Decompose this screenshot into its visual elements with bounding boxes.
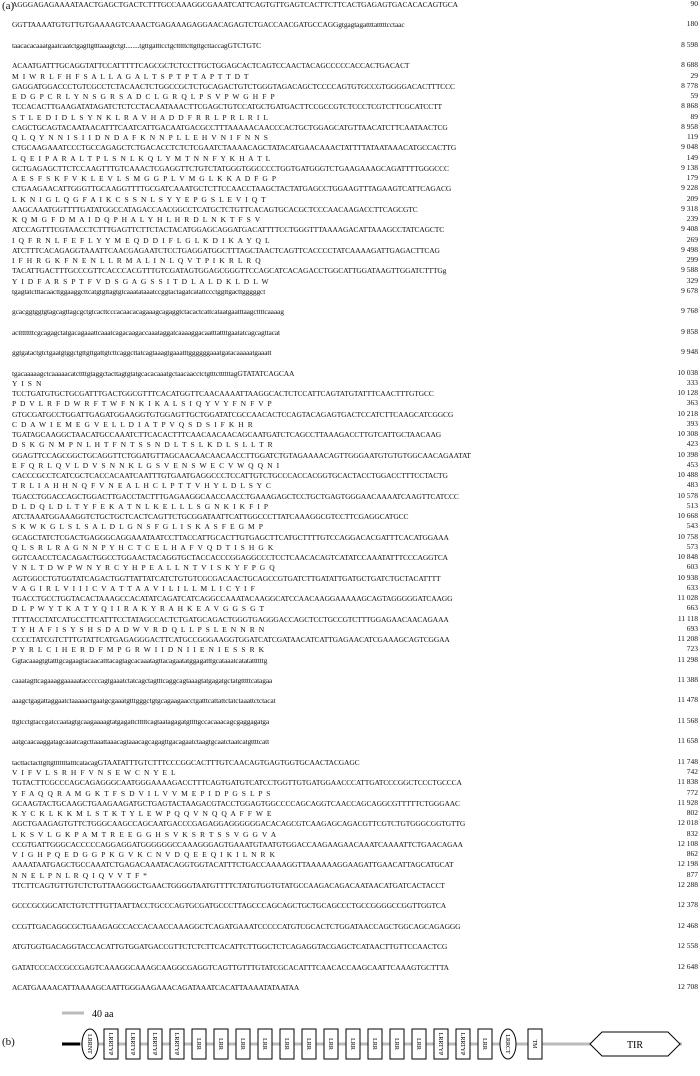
- aa-line: V I F V L S R H F V N S E W C N Y E L: [12, 768, 176, 778]
- nt-position: 12 468: [677, 920, 698, 930]
- sequence-block: [12, 492, 698, 512]
- aa-position: 423: [686, 439, 698, 449]
- domain-lrrtyp: [434, 1029, 448, 1059]
- dna-line: tacttactacttgttgtttttttatttcatacagGTAATATTTGTCTTTCCCGGCACTTTGTCAACAGTGAGTGGTGCAACTACGAGC: [12, 757, 360, 767]
- dna-line: GCCCGCGGCATCTGTCTTTGTTAATTACCTGCCCAGTGCGATGCCCTTAGCCCAGCAGCTGCTGCAGCCCTGCCGGGGCCGGTTGGTCA: [12, 901, 447, 911]
- aa-line: [12, 686, 667, 696]
- sequence-block: [12, 61, 698, 81]
- dna-line: ACAATGATTTGCAGGTATTCCATTTTTCAGCGCTCTCCTTGCTGGAGCACTCAGTCCAACTACAGCCCCCACCACTGACACT: [12, 61, 410, 71]
- dna-line: GCTGAGAGCTTCTCCAAGTTTGTCAAACTCGAGGTTCTGTCTATGGGTGGCCCCTGGTGATGGGTCTGAAGAAAGCAGATTTTGGGCCC: [12, 163, 449, 173]
- sequence-block: [12, 41, 698, 61]
- dna-line: GGTCAACCTCACAGACTGGCCTGGAACTACAGGTGCTACCACCCGGAGGCCCTCCTCAACACAGTCATATCCAAATATTTCCCAGGTCA: [12, 553, 448, 563]
- sequence-block: [12, 778, 698, 798]
- sequence-block: [12, 266, 698, 286]
- aa-line: [12, 891, 667, 901]
- aa-position: 239: [686, 214, 698, 224]
- sequence-block: [12, 307, 698, 327]
- domain-label: LRRTYP: [129, 1032, 135, 1056]
- dna-line: TGACCTGCCTGGTACACTAAAGCCACATATCAGATCATCAGGCCAAATACAAGGCATCCAACAAGGAAAAAGCAGTAGGGGGATCAAGG: [12, 594, 453, 604]
- sequence-block: [12, 901, 698, 921]
- dna-line: AGCTGAAGAGTGTTCTGGGCAAGCCAGCAATGACCCGAGAGGAGGGGGGACACAGCGTCAAGAGCAGACGTTCGTCTGTGGGCGGTGTTG: [12, 819, 466, 829]
- nt-position: 12 378: [677, 900, 698, 910]
- sequence-block: [12, 512, 698, 532]
- aa-line: D L P W Y T K A T Y Q I I R A K Y R A H K E A V G G S G T: [12, 604, 265, 614]
- nt-position: 9 318: [681, 203, 698, 213]
- nt-position: 10 128: [677, 388, 698, 398]
- domain-diagram: [0, 1008, 700, 1071]
- nt-position: 9 408: [681, 224, 698, 234]
- domain-lrr: [258, 1029, 272, 1059]
- aa-line: [12, 297, 667, 307]
- domain-label: LRRTYP: [437, 1032, 443, 1056]
- sequence-block: [12, 348, 698, 368]
- domain-label: LRR: [327, 1038, 333, 1050]
- scale-label: 40 aa: [92, 1009, 114, 1020]
- dna-line: AGGGAGAGAAAATAACTGAGCTGACTCTTTGCCAAAGGCGAAATCATTCAGTGTTGAGTCACTTCTTCACTGAGAGTGACACACAGTGCA: [12, 0, 458, 9]
- sequence-block: [12, 287, 698, 307]
- domain-lrr: [236, 1029, 250, 1059]
- nt-position: 9 228: [681, 183, 698, 193]
- nt-position: 90: [690, 0, 698, 8]
- sequence-block: [12, 82, 698, 102]
- sequence-block: [12, 328, 698, 348]
- nt-position: 11 118: [677, 613, 698, 623]
- nt-position: 12 108: [677, 838, 698, 848]
- sequence-block: [12, 369, 698, 389]
- nt-position: 10 308: [677, 429, 698, 439]
- nt-position: 10 398: [677, 449, 698, 459]
- aa-line: I F H R G K F N E N L L R M A L I N L Q V T P I K R L R Q: [12, 256, 261, 266]
- aa-line: S K W K G L S L S A L D L G N S F G L I S K A S F E G M P: [12, 522, 264, 532]
- dna-line: TGACCTGGACCAGCTGGACTTGACCTACTTTGAGAAGGCAACCAACCTGAAAGAGCTCCTGCTGAGTGGGAACAAAATCAAGTTCATCCC: [12, 491, 459, 501]
- nt-position: 11 478: [677, 695, 698, 705]
- aa-line: [12, 748, 667, 758]
- dna-line: ggtgatactgtctgaatgtggctgttgttgattgtcttcaggcttatcagtaaagtgaaatttggggggaaatgatacaaaaatgaaatt: [12, 348, 272, 358]
- aa-line: S T L E D I D L S Y N K L R A V H A D D F R R L P R L R I L: [12, 112, 269, 122]
- aa-line: E D G P C R L Y N S G R S A D C L G R Q L P S V P W G H F P: [12, 92, 275, 102]
- aa-position: 742: [686, 767, 698, 777]
- dna-line: taacacacaaatgaatcaatctgagttgtttaaagtctgt........tgttgatttcctgctttttcttgttgcttaccagGTCTGTC: [12, 40, 262, 50]
- aa-position: 299: [686, 255, 698, 265]
- aa-line: [12, 912, 667, 922]
- aa-line: Q L Q Y N N I S I I D N D A F K N N P L L E H V N I F N N S: [12, 133, 269, 143]
- nt-position: 12 558: [677, 941, 698, 951]
- sequence-block: [12, 184, 698, 204]
- sequence-block: [12, 676, 698, 696]
- sequence-block: [12, 819, 698, 839]
- nt-position: 10 488: [677, 470, 698, 480]
- sequence-block: [12, 574, 698, 594]
- sequence-block: [12, 143, 698, 163]
- sequence-block: [12, 799, 698, 819]
- domain-lrrtyp: [170, 1029, 184, 1059]
- panel-a-label: (a): [2, 0, 15, 12]
- aa-line: K Q M G F D M A I D Q P H A L Y H L H R D L N K T F S V: [12, 215, 261, 225]
- dna-line: TACATTGACTTTGCCCGTTCACCCACGTTTGTCGATAGTGGAGCGGGTTCCAGCATCACAGACCTGGCATTGGATAAGTTGGATCTTTGg: [12, 266, 447, 276]
- dna-line: GCAAGTACTGCAAGCTGAAGAAGATGCTGAGTACTAAGACGTACCTGGAGTGGCCCCAGCAGGTCAACCAGCAGGCGTTTTTCTGGGAAC: [12, 798, 460, 808]
- dna-line: TGATAGCAAGGCTAACATGCCAAATCTTCACACTTTCAACAACAACAGCAATGATCTCAGCCTTAAAGACCTTGTCATTGCTAACAAG: [12, 430, 441, 440]
- domain-lrr: [368, 1029, 382, 1059]
- nt-position: 10 758: [677, 531, 698, 541]
- dna-line: CACCCGCCTCATCGCTCACCACAATCAATTTGTGAATGAGGCCCTCCATTGTCTGCCCACCACGGTGCACTACCTGGACCTTTCCTACTG: [12, 471, 448, 481]
- aa-line: E F Q R L Q V L D V S N N K L G S V E N S W E C V W Q Q N I: [12, 460, 280, 470]
- domain-label: LRR: [371, 1038, 377, 1050]
- aa-line: Q L S R L R A G N N P Y H C T C E L H A F V Q D T I S H G K: [12, 542, 274, 552]
- dna-line: GGAGTTCCAGCGGCTGCAGGTTCTGGATGTTAGCAACAACAACAACCTTGGATCTGTAGAAAACAGTTGGGAATGTGTGTGGCAACAGAATAT: [12, 450, 471, 460]
- dna-line: CCCCTATCGTCTTTGTATTCATGAGAGGGACTTCATGCCGGGAAGGTGGATCATCGATAACATCATTGAGAACATCGAAAGCAGTCGGAA: [12, 635, 450, 645]
- sequence-block: [12, 737, 698, 757]
- aa-line: L K S V L G K P A M T R E E G G H S V K S R T S S V G G V A: [12, 829, 277, 839]
- domain-label: LRR: [261, 1038, 267, 1050]
- dna-line: ttgtcctgtaccgatccaatagtgcaagaaaagtatgagattctttttcagtaatagagatgttttgccacaaacagcgaggagatga: [12, 716, 270, 726]
- aa-line: V N L T D W P W N Y R C Y H P E A L L N T V I S K Y F P G Q: [12, 563, 275, 573]
- domain-label: LRR: [393, 1038, 399, 1050]
- dna-line: CTGCAAGAAATCCCTGCCAGAGCTCTGACACCTCTCTCGAATCTAAAACAGCTATACATGAACAAACTATTTTATAATAAACATGCCACTTG: [12, 143, 457, 153]
- dna-line: tgagtatctttacaacttggaaggcttcatgtgttagtgtcaaatataaatccggtactagatcatattccctggttgacttgggggct: [12, 286, 266, 296]
- aa-line: P Y R L C I H E R D F M P G R W I I D N I I E N I E S S R K: [12, 645, 265, 655]
- dna-line: aaagctgagattaggaatctaaaaactgaatgcgaaatgtttgggctgtgcagaagaacctgatttcattattctatctaaattctctacat: [12, 696, 276, 706]
- sequence-alignment: [12, 0, 698, 1005]
- sequence-block: [12, 164, 698, 184]
- aa-position: 393: [686, 418, 698, 428]
- nt-position: 8 868: [681, 101, 698, 111]
- aa-line: C D A W I E M E G V E L L D I A T P V Q S D S I F K H R: [12, 419, 253, 429]
- aa-line: M I W R L F H F S A L L A G A L T S P T P T A P T T D T: [12, 71, 249, 81]
- domain-lrr: [324, 1029, 338, 1059]
- domain-label: LRR: [305, 1038, 311, 1050]
- nt-position: 9 138: [681, 162, 698, 172]
- nt-position: 9 858: [681, 326, 698, 336]
- aa-line: T Y H A F I S Y S H S D A D W V R D Q L L P S L E N N R N: [12, 624, 265, 634]
- domain-tir: [590, 1032, 680, 1056]
- domain-lrrnt: [82, 1029, 98, 1059]
- domain-lrr: [192, 1029, 206, 1059]
- sequence-block: [12, 594, 698, 614]
- sequence-block: [12, 922, 698, 942]
- domain-label: TIR: [626, 1040, 644, 1051]
- aa-position: 877: [686, 869, 698, 879]
- sequence-block: [12, 881, 698, 901]
- aa-position: 603: [686, 562, 698, 572]
- aa-line: [12, 51, 667, 61]
- aa-position: 59: [690, 91, 698, 101]
- dna-line: GCAGCTATCTCGACTGAGGGCAGGAAATAATCCTTACCATTGCACTTGTGAGCTTCATGCTTTTGTCCAGGACACGATTTCACATGGAAA: [12, 532, 449, 542]
- nt-position: 11 658: [677, 736, 698, 746]
- dna-line: tgacaaaaagctcaaaaacatcttttgtaggctacttagtgtatgcacacaaatgctaacaacctctgtttcttttttagGTATATCAGCAA: [12, 368, 295, 378]
- aa-position: 89: [690, 111, 698, 121]
- sequence-block: [12, 389, 698, 409]
- aa-position: 119: [687, 132, 698, 142]
- aa-line: Y F A Q Q R A M G K T F S D V I L V V M E P I D P G S L P S: [12, 788, 271, 798]
- nt-position: 11 748: [677, 756, 698, 766]
- nt-position: 11 838: [677, 777, 698, 787]
- sequence-block: [12, 717, 698, 737]
- aa-line: [12, 993, 667, 1003]
- nt-position: 9 948: [681, 347, 698, 357]
- sequence-block: [12, 840, 698, 860]
- dna-line: TTCTTCAGTGTTGTCTCTGTTAAGGGCTGAACTGGGGTAATGTTTTCTATGTGGTGTATGCCAAGACAGACAATAACATGATCACTACCT: [12, 880, 445, 890]
- aa-position: 363: [686, 398, 698, 408]
- nt-position: 11 928: [677, 797, 698, 807]
- domain-lrrtyp: [126, 1029, 140, 1059]
- sequence-block: [12, 963, 698, 983]
- domain-label: LRRNT: [86, 1034, 92, 1054]
- aa-line: I Q F R N L F E F L Y Y M E Q D D I F L G L K D I K A Y Q L: [12, 235, 270, 245]
- nt-position: 8 778: [681, 80, 698, 90]
- nt-position: 11 568: [677, 715, 698, 725]
- dna-line: TCCACACTTGAAGATATAGATCTCTCCTACAATAAACTTCGAGCTGTCCATGCTGATGACTTCCGCCGTCTCCCTCGTCTTCGCATCCTT: [12, 102, 442, 112]
- domain-lrr: [346, 1029, 360, 1059]
- nt-position: 12 288: [677, 879, 698, 889]
- domain-tm: [528, 1029, 542, 1059]
- sequence-block: [12, 246, 698, 266]
- nt-position: 11 028: [677, 593, 698, 603]
- domain-label: LRR: [239, 1038, 245, 1050]
- dna-line: aatgcaacaaggatagcaaatcagcttaaattaaacagtaaacagcagagttgacagaatctaagtgcaatctaatcatgttttcatt: [12, 737, 269, 747]
- aa-position: 663: [686, 603, 698, 613]
- domain-label: TM: [531, 1039, 537, 1049]
- aa-line: [12, 10, 667, 20]
- dna-line: ATCCAGTTTCGTAACCTCTTTGAGTTCTTCTACTACATGGAGCAGGATGACATTTTCCTGGGTTTAAAAGACATTAAAGCCTATCAGCTC: [12, 225, 445, 235]
- aa-line: Y I S N: [12, 378, 42, 388]
- domain-lrrtyp: [104, 1029, 118, 1059]
- nt-position: 9 588: [681, 265, 698, 275]
- sequence-block: [12, 553, 698, 573]
- sequence-block: [12, 696, 698, 716]
- aa-line: [12, 31, 667, 41]
- sequence-block: [12, 860, 698, 880]
- sequence-block: [12, 410, 698, 430]
- dna-line: AAGCAAATGGTTTTGATATGGCCATAGACCAACGGCCTCATGCTCTGTTCACAGTGCACGCTCCCAACAAGACCTTCAGCGTC: [12, 204, 418, 214]
- aa-position: 179: [686, 173, 698, 183]
- aa-line: [12, 666, 667, 676]
- nt-position: 11 298: [677, 654, 698, 664]
- dna-line: GAGGATGGACCCTGTCGCCTCTACAACTCTGGCCGCTCTGCAGACTGTCTGGGTAGACAGCTCCCCAGTGTGCCGTGGGGACACTTTCCC: [12, 81, 455, 91]
- panel-b-label: (b): [2, 1036, 15, 1048]
- dna-line: TTTTACCTATCATGCCTTCATTTCCTATAGCCACTCTGATGCAGACTGGGTGAGGGACCAGCTCCTGCCGTCTTTGGAGAACAACAGAAA: [12, 614, 449, 624]
- sequence-block: [12, 533, 698, 553]
- dna-line: ATCTTTCACAGAGGTAAATTCAACGAGAATCTCCTGAGGATGGCTTTAGCTAACTCAGTTCACCCCTATCAAAAGATTGAGACTTCAG: [12, 245, 440, 255]
- aa-position: 802: [686, 808, 698, 818]
- aa-position: 329: [686, 275, 698, 285]
- domain-label: LRR: [349, 1038, 355, 1050]
- aa-line: K Y C K L K K M L S T K T Y L E W P Q Q V N Q Q A F F W E: [12, 809, 272, 819]
- dna-line: AAAATAATGAGCTGCCAAATCTGAGACAAATACAGGTGGTACATTTCTGACCAAAAGGTTAAAAAAGGAAGATTGAACATTAGCATGCAT: [12, 860, 454, 870]
- dna-line: gcacggtggtgtagcagttagcgctgtcacttcccacaacacagaaagcagaggtctacactcattcataatgaatttaagcttttcaaaag: [12, 307, 284, 317]
- sequence-block: [12, 123, 698, 143]
- aa-line: [12, 338, 667, 348]
- domain-lrr: [412, 1029, 426, 1059]
- aa-line: P D V L R F D W R F T W F N K I K A L S I Q Y V Y F N F V P: [12, 399, 272, 409]
- dna-line: CAGCTGCAGTACAATAACATTTCAATCATTGACAATGACGCCTTTAAAAACAACCCACTGCTGGAGCATGTTAACATCTTCAATAACTCG: [12, 122, 448, 132]
- nt-position: 12 708: [677, 982, 698, 992]
- aa-line: [12, 707, 667, 717]
- aa-position: 573: [686, 541, 698, 551]
- sequence-block: [12, 102, 698, 122]
- dna-line: GGTTAAAATGTGTTGTGAAAAGTCAAACTGAGAAAGAGGAACAGAGTCTGACCAACGATGCCAGGgtgagtagattttatttttcctaac: [12, 20, 405, 30]
- aa-position: 269: [686, 234, 698, 244]
- aa-position: 693: [686, 623, 698, 633]
- aa-position: 832: [686, 828, 698, 838]
- nt-position: 9 498: [681, 244, 698, 254]
- aa-line: V I G H P Q E D G G P K G V K C N V D Q E E Q I K I L N R K: [12, 850, 276, 860]
- sequence-block: [12, 615, 698, 635]
- sequence-block: [12, 758, 698, 778]
- domain-label: LRRTYP: [107, 1032, 113, 1056]
- aa-position: 333: [686, 377, 698, 387]
- aa-line: L K N I G L Q G F A I K C S S N L S Y Y E P G S L E V I Q T: [12, 194, 266, 204]
- dna-line: ACATGAAAACATTAAAAGCAATTGGGAAGAAACAGATAAATCACATTAAAATATAATAA: [12, 983, 300, 993]
- nt-position: 10 038: [677, 367, 698, 377]
- aa-position: 543: [686, 521, 698, 531]
- aa-position: 453: [686, 459, 698, 469]
- domain-lrr: [302, 1029, 316, 1059]
- domain-lrr: [214, 1029, 228, 1059]
- aa-line: N N E L P N L R Q I Q V V T F *: [12, 870, 148, 880]
- nt-position: 9 678: [681, 285, 698, 295]
- domain-label: LRRTYP: [459, 1032, 465, 1056]
- sequence-block: [12, 942, 698, 962]
- aa-position: 209: [686, 193, 698, 203]
- dna-line: caaatagttcagaaaggaaaaatacccccagtgaaatctatcagctagtttcaggcagtaaagtatgagatgctatgtttttcatagaa: [12, 675, 273, 685]
- domain-label: LRR: [481, 1038, 487, 1050]
- nt-position: 11 388: [677, 674, 698, 684]
- nt-position: 10 938: [677, 572, 698, 582]
- sequence-block: [12, 635, 698, 655]
- nt-position: 12 648: [677, 961, 698, 971]
- aa-position: 29: [690, 70, 698, 80]
- domain-lrr: [390, 1029, 404, 1059]
- nt-position: 8 688: [681, 60, 698, 70]
- dna-line: CCGTTGACAGGCGCTGAAGAGCCACCACAACCAAAGGCTCAGATGAAATCCCCCATGTCGCACTCTGGATAACCAGCTGGCAGCAGAGGG: [12, 921, 461, 931]
- sequence-block: [12, 451, 698, 471]
- aa-position: 723: [686, 644, 698, 654]
- aa-line: [12, 358, 667, 368]
- nt-position: 9 768: [681, 306, 698, 316]
- aa-line: V A G I R L V I I I C V A T T A A V I L I L L M L I C Y I F: [12, 583, 255, 593]
- domain-lrrtyp: [456, 1029, 470, 1059]
- dna-line: CTGAAGAACATTGGGTTGCAAGGTTTTGCGATCAAATGCTCTTCCAACCTAAGCTACTATGAGCCTGGAAGTTTAGAAGTCATTCAGACG: [12, 184, 452, 194]
- domain-lrrtyp: [148, 1029, 162, 1059]
- sequence-block: [12, 983, 698, 1003]
- sequence-block: [12, 205, 698, 225]
- aa-position: 149: [686, 152, 698, 162]
- dna-line: acttttttttcgcagagctatgacagaaattcaaatcagacaagaccaaataggatcaaaaggacaatttattttgaatatcagcagttacat: [12, 327, 280, 337]
- aa-line: A E S F S K F V K L E V L S M G G P L V M G L K K A D F G P: [12, 174, 277, 184]
- aa-position: 483: [686, 480, 698, 490]
- aa-line: [12, 932, 667, 942]
- nt-position: 10 668: [677, 511, 698, 521]
- sequence-block: [12, 656, 698, 676]
- nt-position: 10 218: [677, 408, 698, 418]
- sequence-block: [12, 471, 698, 491]
- aa-position: 772: [686, 787, 698, 797]
- nt-position: 10 578: [677, 490, 698, 500]
- aa-line: D L D Q L D L T Y F E K A T N L K E L L L S G N K I K F I P: [12, 501, 269, 511]
- dna-line: ATCTAAATGGAAAGGTCTGCTGCTCACTCAGTTCTGCGGATAATTCATTGGCCCTTATCAAAGGCGTCCTTCGAGGCATGCC: [12, 512, 409, 522]
- domain-label: LRRTYP: [173, 1032, 179, 1056]
- dna-line: Ggtacaaagtgtatttgcagaagtacaacatttacagtagcacaaatagttacagaatatggagatttgcataaatcatatattttttg: [12, 655, 268, 665]
- nt-position: 9 048: [681, 142, 698, 152]
- domain-label: LRRTYP: [151, 1032, 157, 1056]
- aa-position: 633: [686, 582, 698, 592]
- dna-line: TGTACTTCGCCCAGCAGAGGGCAATGGGAAAAGACCTTTCAGTGATGTCATCCTGGTTGTGATGGAACCCATTGATCCCGGCTCCCTGCCCA: [12, 778, 462, 788]
- aa-line: T R L I A H H N Q F V N E A L H C L P T T V H Y L D L S Y C: [12, 481, 271, 491]
- domain-label: LRR: [195, 1038, 201, 1050]
- aa-position: 862: [686, 849, 698, 859]
- dna-line: GATATCCCACCGCCGAGTCAAAGGCAAAGCAAGGCGAGGTCAGTTGTTTGTATCGCACATTTCAACACCAAGCAATTCAAAGTGCTTTA: [12, 962, 449, 972]
- aa-line: [12, 727, 667, 737]
- nt-position: 8 598: [681, 39, 698, 49]
- domain-group: [82, 1029, 680, 1059]
- nt-position: 8 958: [681, 121, 698, 131]
- domain-label: LRR: [415, 1038, 421, 1050]
- aa-line: L Q E I P A R A L T P L S N L K Q L Y M T N N F Y K H A T L: [12, 153, 271, 163]
- dna-line: AGTGGCCTGTGGTATCAGACTGGTTATTATCATCTGTGTCGCGACAACTGCAGCCGTGATCTTGATATTGATGCTGATCTGCTACATTTT: [12, 573, 441, 583]
- aa-line: Y I D F A R S P T F V D S G A G S S I T D L A L D K L D L W: [12, 276, 269, 286]
- nt-position: 10 848: [677, 552, 698, 562]
- dna-line: GTGCGATGCCTGGATTGAGATGGAAGGTGTGGAGTTGCTGGATATCGCCAACACTCCAGTACAGAGTGACTCCATCTTCAAGCATCGGCG: [12, 409, 454, 419]
- domain-label: LRRCT: [504, 1034, 510, 1054]
- nt-position: 180: [686, 19, 698, 29]
- domain-lrrct: [500, 1029, 516, 1059]
- nt-position: 12 198: [677, 859, 698, 869]
- domain-label: LRR: [283, 1038, 289, 1050]
- sequence-block: [12, 0, 698, 20]
- domain-label: LRR: [217, 1038, 223, 1050]
- domain-diagram-svg: [0, 1008, 700, 1071]
- nt-position: 11 208: [677, 634, 698, 644]
- domain-lrr: [478, 1029, 492, 1059]
- sequence-block: [12, 225, 698, 245]
- aa-line: [12, 953, 667, 963]
- aa-position: 513: [686, 500, 698, 510]
- dna-line: CCGTGATTGGGCACCCCCAGGAGGATGGGGGGCCAAAGGGAGTGAAATGTAATGTGGACCAAGAAGAACAAATCAAAATTCTGAACAGAA: [12, 839, 463, 849]
- domain-lrr: [280, 1029, 294, 1059]
- aa-line: [12, 318, 667, 328]
- aa-line: [12, 973, 667, 983]
- dna-line: ATGTGGTGACAGGTACCACATTGTGGATGACCGTTCTCTCTTCACATTCTTGGCTCTCAGAGGTACGAGCTCATAACTTGTTCCAACTCG: [12, 942, 448, 952]
- sequence-block: [12, 20, 698, 40]
- dna-line: TCCTGATGTGCTGCGATTTGACTGGCGTTTCACATGGTTCAACAAAATTAAGGCACTCTCCATTCAGTATGTATTTCAACTTTGTGCC: [12, 389, 434, 399]
- nt-position: 12 018: [677, 818, 698, 828]
- sequence-block: [12, 430, 698, 450]
- aa-line: D S K G N M P N L H T F N T S S N D L T S L K D L S L L T R: [12, 440, 273, 450]
